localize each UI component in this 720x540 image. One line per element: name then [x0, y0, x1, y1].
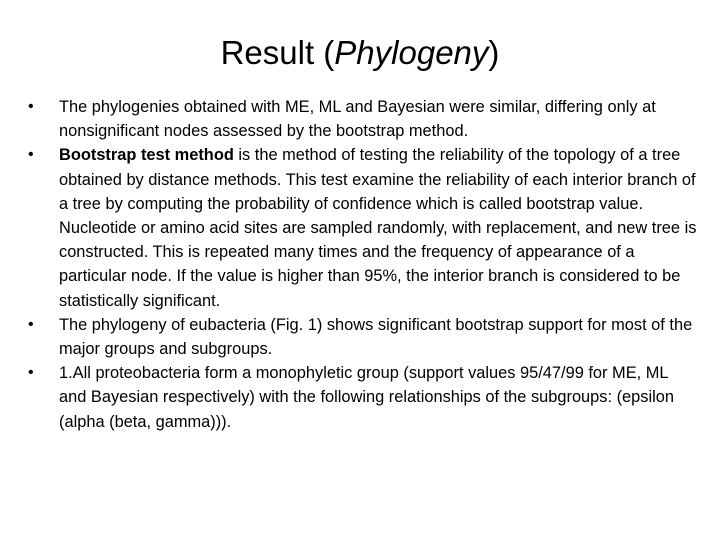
slide-title — [0, 30, 720, 76]
bullet-item — [28, 143, 698, 312]
bullet-text: The phylogenies obtained with ME, ML and Bayesian were similar, differing only at nonsignificant nodes assessed by the bootstrap method. — [59, 98, 656, 141]
bullet-text: is the method of testing the reliability of the topology of a tree obtained by distance methods. This test examine the reliability of each interior branch of a tree by computing the probability of confidence which is called bootstrap value. Nucleotide or amino acid sites are sampled randomly, with replacement, and new tree is constructed. This is repeated many times and the frequency of appearance of a particular node. If the value is higher than 95%, the interior branch is considered to be statistically significant. — [59, 146, 697, 310]
bullet-text: 1.All proteobacteria form a monophyletic group (support values 95/47/99 for ME, ML and Bayesian respectively) with the following relationships of the subgroups: (epsilon (alpha (beta, gamma))). — [59, 364, 674, 431]
title-italic: Phylogeny — [334, 34, 489, 71]
bullet-item — [28, 361, 698, 434]
title-prefix: Result ( — [220, 34, 335, 71]
bullet-item — [28, 95, 698, 143]
bullet-text: The phylogeny of eubacteria (Fig. 1) shows significant bootstrap support for most of the major groups and subgroups. — [59, 315, 693, 359]
bullet-item — [28, 313, 698, 361]
bullet-bold-term: Bootstrap test method — [59, 146, 234, 165]
bullet-list — [28, 95, 698, 434]
title-suffix: ) — [488, 34, 500, 71]
